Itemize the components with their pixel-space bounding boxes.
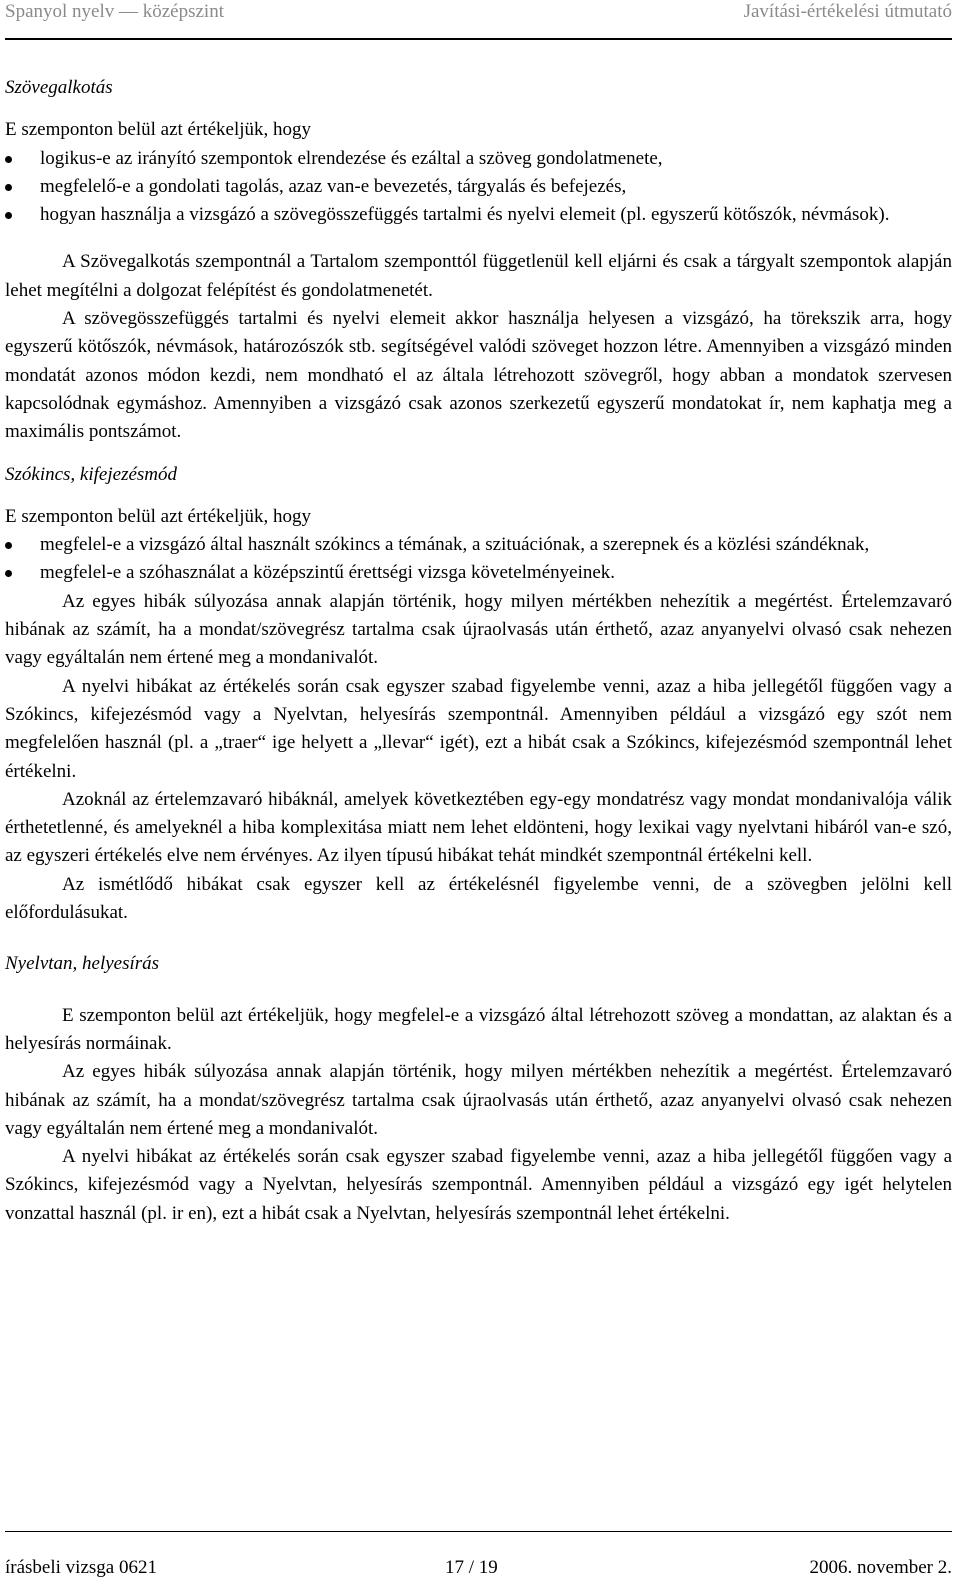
- paragraph: Azoknál az értelemzavaró hibáknál, amelyek következtében egy-egy mondatrész vagy mondat mondanivalója válik érthetetlenné, és amelyeknél a hiba komplexitása miatt nem lehet eldönteni, hogy lexikai vagy nyelvtani hibáról van-e szó, az egyszeri értékelés elve nem érvényes. Az ilyen típusú hibákat tehát mindkét szempontnál értékelni kell.: [5, 788, 952, 867]
- paragraph: Az ismétlődő hibákat csak egyszer kell az értékelésnél figyelembe venni, de a szövegben jelölni kell előfordulásukat.: [5, 873, 952, 924]
- header-subject: Spanyol nyelv — középszint: [5, 1, 224, 22]
- section-intro: E szemponton belül azt értékeljük, hogy: [5, 119, 312, 141]
- bullet-icon: [5, 570, 12, 577]
- bullet-list: [5, 531, 952, 588]
- paragraph: Az egyes hibák súlyozása annak alapján történik, hogy milyen mértékben nehezítik a megértést. Értelemzavaró hibának az számít, ha a mondat/szövegrész tartalma csak újraolvasás után érthető, azaz anyanyelvi olvasó csak nehezen vagy egyáltalán nem értené meg a mondanivalót.: [5, 1061, 952, 1139]
- section-title-szokincs: Szókincs, kifejezésmód: [5, 463, 178, 485]
- section-title-nyelvtan: Nyelvtan, helyesírás: [5, 953, 160, 975]
- header-divider: [5, 38, 952, 40]
- section-title-szovegalkotas: Szövegalkotás: [5, 77, 113, 98]
- bullet-list: [5, 145, 952, 230]
- bullet-item: megfelelő-e a gondolati tagolás, azaz van-e bevezetés, tárgyalás és befejezés,: [5, 173, 952, 201]
- header-document-type: Javítási-értékelési útmutató: [743, 1, 952, 22]
- page-header: [5, 0, 952, 24]
- footer-divider: [5, 1531, 952, 1532]
- paragraph: E szemponton belül azt értékeljük, hogy megfelel-e a vizsgázó által létrehozott szöveg a mondattan, az alaktan és a helyesírás normáinak.: [5, 1004, 952, 1054]
- footer-page-number: 17 / 19: [445, 1557, 498, 1578]
- bullet-icon: [5, 156, 12, 163]
- bullet-item: hogyan használja a vizsgázó a szövegösszefüggés tartalmi és nyelvi elemeit (pl. egyszerű kötőszók, névmások).: [5, 201, 952, 229]
- bullet-icon: [5, 212, 12, 219]
- section-intro: E szemponton belül azt értékeljük, hogy: [5, 505, 312, 527]
- footer-exam-code: írásbeli vizsga 0621: [5, 1557, 157, 1578]
- footer-date: 2006. november 2.: [809, 1557, 952, 1578]
- bullet-item: logikus-e az irányító szempontok elrendezése és ezáltal a szöveg gondolatmenete,: [5, 145, 952, 173]
- paragraph: A nyelvi hibákat az értékelés során csak egyszer szabad figyelembe venni, azaz a hiba jellegétől függően vagy a Szókincs, kifejezésmód vagy a Nyelvtan, helyesírás szempontnál. Amennyiben például a vizsgázó egy szót nem megfelelően használ (pl. a „traer“ ige helyett a „llevar“ igét), ezt a hibát csak a Szókincs, kifejezésmód szempontnál lehet értékelni.: [5, 675, 952, 782]
- bullet-item: megfelel-e a szóhasználat a középszintű érettségi vizsga követelményeinek.: [5, 559, 952, 587]
- page-footer: [5, 1542, 952, 1582]
- page-content: [5, 74, 952, 1228]
- paragraph: A nyelvi hibákat az értékelés során csak egyszer szabad figyelembe venni, azaz a hiba jellegétől függően vagy a Szókincs, kifejezésmód vagy a Nyelvtan, helyesírás szempontnál. Amennyiben például a vizsgázó egy igét helytelen vonzattal használ (pl. ir en), ezt a hibát csak a Nyelvtan, helyesírás szempontnál lehet értékelni.: [5, 1146, 952, 1224]
- paragraph: A szövegösszefüggés tartalmi és nyelvi elemeit akkor használja helyesen a vizsgázó, ha törekszik arra, hogy egyszerű kötőszók, névmások, határozószók stb. segítségével valódi szöveget hozzon létre. Amennyiben a vizsgázó minden mondatát azonos módon kezdi, nem mondható el az általa létrehozott szövegről, hogy abban a mondatok szervesen kapcsolódnak egymáshoz. Amennyiben a vizsgázó csak azonos szerkezetű egyszerű mondatokat ír, nem kaphatja meg a maximális pontszámot.: [5, 308, 952, 443]
- bullet-icon: [5, 184, 12, 191]
- paragraph: Az egyes hibák súlyozása annak alapján történik, hogy milyen mértékben nehezítik a megértést. Értelemzavaró hibának az számít, ha a mondat/szövegrész tartalma csak újraolvasás után érthető, azaz anyanyelvi olvasó csak nehezen vagy egyáltalán nem értené meg a mondanivalót.: [5, 590, 952, 669]
- bullet-icon: [5, 542, 12, 549]
- bullet-item: megfelel-e a vizsgázó által használt szókincs a témának, a szituációnak, a szerepnek és a közlési szándéknak,: [5, 531, 952, 559]
- paragraph: A Szövegalkotás szempontnál a Tartalom szemponttól függetlenül kell eljárni és csak a tárgyalt szempontok alapján lehet megítélni a dolgozat felépítést és gondolatmenetét.: [5, 251, 952, 301]
